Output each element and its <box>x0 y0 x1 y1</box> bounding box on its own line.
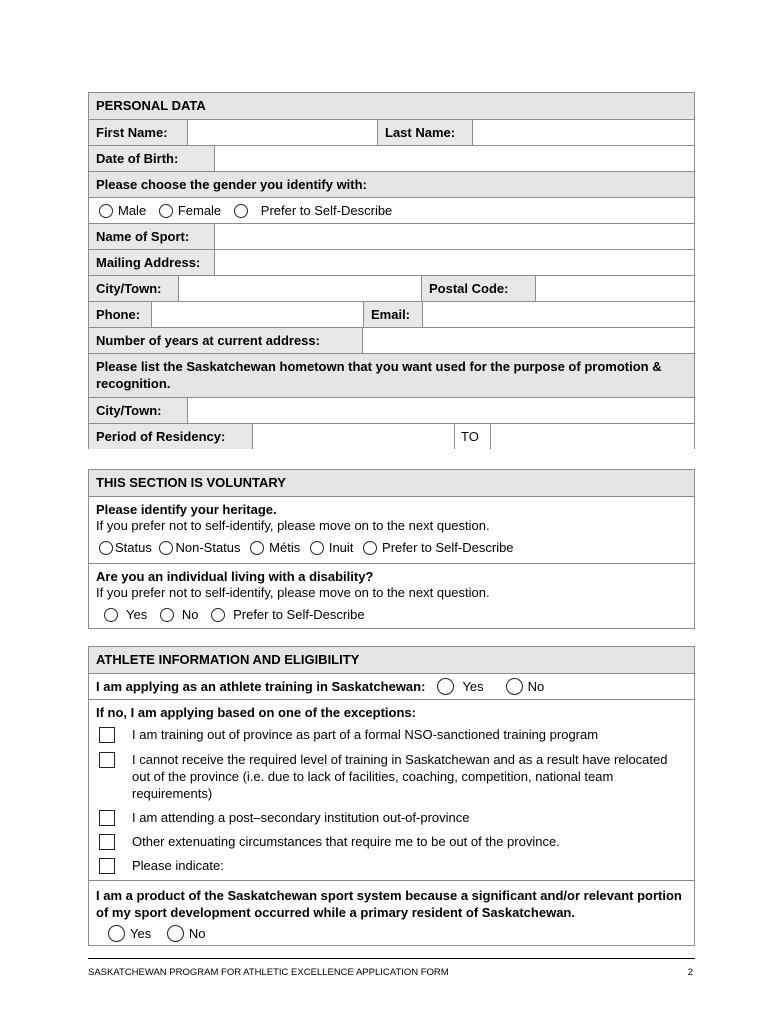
checkbox-icon[interactable] <box>99 810 115 826</box>
radio-circle-icon[interactable] <box>211 608 225 622</box>
footer-title: SASKATCHEWAN PROGRAM FOR ATHLETIC EXCELLENCE APPLICATION FORM <box>88 967 449 978</box>
radio-circle-icon[interactable] <box>159 204 173 218</box>
heritage-option-self-describe[interactable] <box>363 540 514 555</box>
dob-row <box>89 145 694 171</box>
heritage-option-status[interactable] <box>99 540 152 555</box>
radio-circle-icon[interactable] <box>234 204 248 218</box>
heritage-options <box>99 540 687 558</box>
disability-block <box>89 563 694 629</box>
product-block <box>89 880 694 946</box>
athlete-section <box>88 646 695 946</box>
heritage-note: If you prefer not to self-identify, please move on to the next question. <box>96 518 490 533</box>
first-name-label: First Name: <box>89 120 188 145</box>
exception-relocated[interactable] <box>99 751 686 802</box>
option-label: Prefer to Self-Describe <box>233 607 365 622</box>
applying-row <box>89 673 694 699</box>
gender-option-self-describe[interactable] <box>234 203 393 218</box>
last-name-field[interactable] <box>473 120 694 145</box>
exception-label: I cannot receive the required level of training in Saskatchewan and as a result have relocated out of the province (i.e. due to lack of facilities, coaching, competition, national team requirements) <box>132 752 668 801</box>
gender-options-row <box>89 197 694 223</box>
product-options <box>108 925 687 945</box>
disability-option-yes[interactable] <box>104 607 147 622</box>
athlete-header: ATHLETE INFORMATION AND ELIGIBILITY <box>89 647 694 673</box>
exceptions-block <box>89 699 694 880</box>
years-label: Number of years at current address: <box>89 328 363 353</box>
radio-circle-icon[interactable] <box>159 541 173 555</box>
page-number: 2 <box>687 967 693 978</box>
heritage-option-non-status[interactable] <box>159 540 240 555</box>
dob-field[interactable] <box>215 146 694 171</box>
exception-label: Please indicate: <box>132 858 224 873</box>
sport-label: Name of Sport: <box>89 224 215 249</box>
exception-label: Other extenuating circumstances that require me to be out of the province. <box>132 834 560 849</box>
last-name-label: Last Name: <box>378 120 473 145</box>
page-footer <box>88 958 695 978</box>
applying-option-yes[interactable] <box>437 678 483 695</box>
disability-note: If you prefer not to self-identify, please move on to the next question. <box>96 585 490 600</box>
option-label: Yes <box>462 679 484 694</box>
heritage-option-metis[interactable] <box>250 540 300 555</box>
radio-circle-icon[interactable] <box>310 541 324 555</box>
gender-option-male[interactable] <box>99 203 146 218</box>
mailing-row <box>89 249 694 275</box>
email-label: Email: <box>364 302 423 327</box>
personal-data-section <box>88 92 695 449</box>
heritage-option-inuit[interactable] <box>310 540 354 555</box>
disability-options <box>104 607 687 625</box>
hometown-city-field[interactable] <box>188 398 694 423</box>
postal-field[interactable] <box>536 276 694 301</box>
radio-circle-icon[interactable] <box>104 608 118 622</box>
product-question: I am a product of the Saskatchewan sport system because a significant and/or relevant portion of my sport development occurred while a primary resident of Saskatchewan. <box>96 888 682 920</box>
years-row <box>89 327 694 353</box>
radio-circle-icon[interactable] <box>108 925 125 942</box>
name-row <box>89 119 694 145</box>
residency-to-label: TO <box>455 424 491 449</box>
mailing-field[interactable] <box>215 250 694 275</box>
sport-row <box>89 223 694 249</box>
radio-circle-icon[interactable] <box>506 678 523 695</box>
city-row <box>89 275 694 301</box>
dob-label: Date of Birth: <box>89 146 215 171</box>
option-label: No <box>527 679 545 694</box>
exception-label: I am attending a post–secondary institution out-of-province <box>132 810 470 825</box>
exceptions-question: If no, I am applying based on one of the exceptions: <box>96 705 416 720</box>
product-option-yes[interactable] <box>108 925 151 942</box>
voluntary-section <box>88 469 695 629</box>
exception-please-indicate[interactable] <box>99 857 686 874</box>
checkbox-icon[interactable] <box>99 727 115 743</box>
option-label: Yes <box>126 607 148 622</box>
checkbox-icon[interactable] <box>99 752 115 768</box>
applying-option-no[interactable] <box>506 678 545 695</box>
option-label: Non-Status <box>175 540 241 555</box>
mailing-label: Mailing Address: <box>89 250 215 275</box>
phone-field[interactable] <box>152 302 364 327</box>
years-field[interactable] <box>363 328 694 353</box>
city-label: City/Town: <box>89 276 179 301</box>
radio-circle-icon[interactable] <box>99 204 113 218</box>
option-label: Status <box>115 540 152 555</box>
personal-data-header: PERSONAL DATA <box>89 93 694 119</box>
option-label: Métis <box>269 540 301 555</box>
disability-question: Are you an individual living with a disability? <box>96 569 374 584</box>
radio-circle-icon[interactable] <box>437 678 454 695</box>
exception-post-secondary[interactable] <box>99 809 686 826</box>
postal-label: Postal Code: <box>422 276 536 301</box>
voluntary-header: THIS SECTION IS VOLUNTARY <box>89 470 694 496</box>
exception-label: I am training out of province as part of a formal NSO-sanctioned training program <box>132 727 599 742</box>
option-label: No <box>188 926 206 941</box>
option-label: Yes <box>130 926 152 941</box>
email-field[interactable] <box>423 302 694 327</box>
applying-question: I am applying as an athlete training in Saskatchewan: <box>96 679 426 694</box>
residency-to-field[interactable] <box>491 424 694 449</box>
heritage-question: Please identify your heritage. <box>96 502 277 517</box>
radio-circle-icon[interactable] <box>99 541 113 555</box>
radio-circle-icon[interactable] <box>160 608 174 622</box>
city-field[interactable] <box>179 276 422 301</box>
first-name-field[interactable] <box>188 120 378 145</box>
option-label: Male <box>118 203 147 218</box>
radio-circle-icon[interactable] <box>363 541 377 555</box>
heritage-block <box>89 496 694 563</box>
residency-label: Period of Residency: <box>89 424 253 449</box>
option-label: Prefer to Self-Describe <box>382 540 514 555</box>
residency-from-field[interactable] <box>253 424 455 449</box>
checkbox-icon[interactable] <box>99 858 115 874</box>
exception-nso-program[interactable] <box>99 726 686 743</box>
gender-option-female[interactable] <box>159 203 221 218</box>
exception-other[interactable] <box>99 833 686 850</box>
sport-field[interactable] <box>215 224 694 249</box>
phone-label: Phone: <box>89 302 152 327</box>
hometown-question: Please list the Saskatchewan hometown that you want used for the purpose of promotion & recognition. <box>89 353 694 397</box>
option-label: Female <box>177 203 222 218</box>
radio-circle-icon[interactable] <box>250 541 264 555</box>
contact-row <box>89 301 694 327</box>
hometown-city-label: City/Town: <box>89 398 188 423</box>
hometown-city-row <box>89 397 694 423</box>
product-option-no[interactable] <box>167 925 206 942</box>
checkbox-icon[interactable] <box>99 834 115 850</box>
option-label: No <box>181 607 199 622</box>
gender-question: Please choose the gender you identify with: <box>89 171 694 197</box>
disability-option-no[interactable] <box>160 607 199 622</box>
residency-row <box>89 423 694 449</box>
option-label: Inuit <box>328 540 354 555</box>
option-label: Prefer to Self-Describe <box>260 203 393 218</box>
radio-circle-icon[interactable] <box>167 925 184 942</box>
disability-option-self-describe[interactable] <box>211 607 365 622</box>
